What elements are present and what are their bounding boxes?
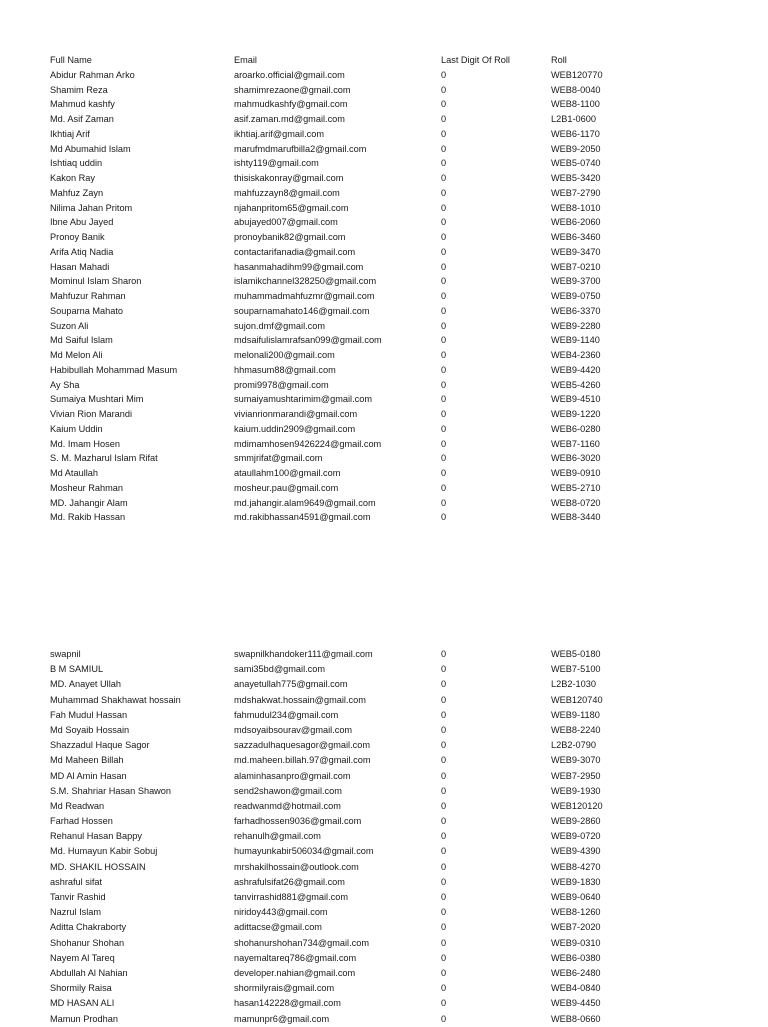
- cell-full-name: MD. SHAKIL HOSSAIN: [50, 861, 146, 872]
- cell-last-digit: 0: [441, 128, 447, 139]
- table-row: [0, 662, 768, 677]
- cell-email: abujayed007@gmail.com: [234, 217, 338, 228]
- table-row: [0, 112, 768, 127]
- cell-last-digit: 0: [441, 468, 447, 478]
- cell-roll: WEB9-1930: [551, 785, 601, 796]
- cell-roll: WEB6-2060: [551, 217, 601, 228]
- cell-roll: WEB6-0280: [551, 423, 601, 434]
- table-row: [0, 966, 768, 981]
- cell-roll: WEB9-2860: [551, 816, 601, 827]
- cell-last-digit: 0: [441, 861, 447, 872]
- cell-email: pronoybanik82@gmail.com: [234, 232, 346, 242]
- cell-full-name: Md Saiful Islam: [50, 335, 113, 346]
- cell-full-name: MD. Jahangir Alam: [50, 497, 128, 508]
- cell-email: mrshakilhossain@outlook.com: [234, 861, 359, 872]
- cell-last-digit: 0: [441, 423, 447, 434]
- cell-roll: WEB9-4450: [551, 998, 601, 1009]
- cell-full-name: Md Readwan: [50, 800, 105, 811]
- cell-full-name: Md. Imam Hosen: [50, 438, 120, 449]
- table-row: [0, 481, 768, 496]
- cell-roll: L2B2-0790: [551, 740, 596, 751]
- cell-email: ishty119@gmail.com: [234, 158, 319, 169]
- table-row: [0, 738, 768, 753]
- table-row: [0, 83, 768, 98]
- cell-last-digit: 0: [441, 202, 447, 213]
- cell-email: mamunpr6@gmail.com: [234, 1013, 330, 1024]
- cell-email: developer.nahian@gmail.com: [234, 967, 356, 978]
- table-body-second: [0, 647, 768, 1027]
- cell-email: anayetullah775@gmail.com: [234, 679, 348, 690]
- cell-last-digit: 0: [441, 305, 447, 316]
- cell-roll: WEB9-0640: [551, 892, 601, 902]
- cell-full-name: MD HASAN ALI: [50, 998, 115, 1009]
- cell-last-digit: 0: [441, 952, 447, 963]
- cell-roll: WEB9-0310: [551, 937, 601, 948]
- cell-last-digit: 0: [441, 709, 447, 720]
- table-row: [0, 920, 768, 935]
- table-header-row: [0, 53, 768, 68]
- cell-last-digit: 0: [441, 922, 447, 933]
- table-block-first: [0, 53, 768, 525]
- cell-email: hasan142228@gmail.com: [234, 998, 341, 1009]
- cell-last-digit: 0: [441, 394, 447, 405]
- table-row: [0, 769, 768, 784]
- cell-full-name: Nayem Al Tareq: [50, 952, 115, 963]
- table-row: [0, 201, 768, 216]
- cell-roll: WEB7-2950: [551, 770, 601, 781]
- cell-roll: WEB9-4510: [551, 394, 601, 405]
- table-row: [0, 378, 768, 393]
- cell-last-digit: 0: [441, 998, 447, 1009]
- cell-email: md.rakibhassan4591@gmail.com: [234, 512, 371, 523]
- cell-email: send2shawon@gmail.com: [234, 785, 342, 796]
- cell-email: fahmudul234@gmail.com: [234, 709, 339, 720]
- cell-full-name: Mominul Islam Sharon: [50, 276, 142, 287]
- cell-last-digit: 0: [441, 876, 447, 887]
- cell-email: smmjrifat@gmail.com: [234, 453, 323, 464]
- table-row: [0, 875, 768, 890]
- cell-last-digit: 0: [441, 114, 447, 124]
- cell-last-digit: 0: [441, 379, 447, 390]
- header-email: Email: [234, 55, 257, 65]
- table-row: [0, 799, 768, 814]
- cell-last-digit: 0: [441, 937, 447, 948]
- cell-email: shohanurshohan734@gmail.com: [234, 937, 369, 948]
- table-row: [0, 407, 768, 422]
- cell-last-digit: 0: [441, 335, 447, 346]
- cell-full-name: Suzon Ali: [50, 320, 89, 331]
- cell-full-name: MD Al Amin Hasan: [50, 770, 127, 781]
- table-row: [0, 677, 768, 692]
- table-row: [0, 245, 768, 260]
- cell-email: rehanulh@gmail.com: [234, 831, 321, 842]
- cell-last-digit: 0: [441, 907, 447, 918]
- cell-full-name: Ishtiaq uddin: [50, 158, 103, 169]
- cell-last-digit: 0: [441, 724, 447, 735]
- cell-last-digit: 0: [441, 438, 447, 449]
- table-row: [0, 230, 768, 245]
- cell-email: promi9978@gmail.com: [234, 379, 329, 390]
- table-row: [0, 451, 768, 466]
- cell-email: alaminhasanpro@gmail.com: [234, 770, 351, 781]
- cell-full-name: Souparna Mahato: [50, 305, 124, 316]
- cell-last-digit: 0: [441, 364, 447, 375]
- cell-roll: WEB8-1100: [551, 99, 600, 110]
- table-row: [0, 981, 768, 996]
- cell-roll: WEB8-0040: [551, 84, 601, 95]
- cell-last-digit: 0: [441, 816, 447, 827]
- cell-full-name: Mahfuz Zayn: [50, 187, 104, 198]
- cell-email: mahfuzzayn8@gmail.com: [234, 187, 340, 198]
- cell-email: mdimamhosen9426224@gmail.com: [234, 438, 382, 449]
- cell-roll: WEB120120: [551, 800, 603, 811]
- cell-email: mdsaifulislamrafsan099@gmail.com: [234, 335, 382, 346]
- cell-last-digit: 0: [441, 831, 447, 842]
- cell-email: contactarifanadia@gmail.com: [234, 246, 356, 257]
- cell-roll: WEB7-5100: [551, 664, 601, 675]
- cell-roll: WEB8-4270: [551, 861, 601, 872]
- cell-last-digit: 0: [441, 143, 447, 154]
- cell-email: vivianrionmarandi@gmail.com: [234, 409, 358, 419]
- cell-roll: WEB9-3470: [551, 246, 601, 257]
- cell-full-name: Md Ataullah: [50, 468, 99, 478]
- table-body-first: [0, 68, 768, 525]
- cell-roll: WEB8-0720: [551, 497, 601, 508]
- cell-roll: WEB9-4390: [551, 846, 601, 857]
- table-row: [0, 814, 768, 829]
- cell-full-name: Rehanul Hasan Bappy: [50, 831, 142, 842]
- cell-email: souparnamahato146@gmail.com: [234, 305, 370, 316]
- cell-full-name: S. M. Mazharul Islam Rifat: [50, 453, 158, 464]
- table-row: [0, 951, 768, 966]
- cell-full-name: Arifa Atiq Nadia: [50, 246, 114, 257]
- cell-last-digit: 0: [441, 453, 447, 464]
- cell-last-digit: 0: [441, 173, 447, 183]
- cell-last-digit: 0: [441, 785, 447, 796]
- table-row: [0, 289, 768, 304]
- cell-roll: L2B1-0600: [551, 114, 596, 124]
- cell-full-name: S.M. Shahriar Hasan Shawon: [50, 785, 172, 796]
- table-row: [0, 496, 768, 511]
- cell-email: ataullahm100@gmail.com: [234, 468, 341, 478]
- cell-full-name: Mahfuzur Rahman: [50, 291, 126, 301]
- cell-last-digit: 0: [441, 512, 447, 523]
- cell-email: readwanmd@hotmail.com: [234, 800, 341, 811]
- cell-roll: WEB9-1180: [551, 709, 600, 720]
- cell-last-digit: 0: [441, 649, 447, 659]
- cell-last-digit: 0: [441, 261, 447, 272]
- cell-last-digit: 0: [441, 84, 447, 95]
- cell-roll: WEB9-2050: [551, 143, 601, 154]
- cell-full-name: Kaium Uddin: [50, 423, 103, 434]
- cell-roll: WEB7-2790: [551, 187, 601, 198]
- cell-full-name: ashraful sifat: [50, 876, 103, 887]
- table-row: [0, 156, 768, 171]
- cell-full-name: Shamim Reza: [50, 84, 108, 95]
- cell-roll: WEB9-3070: [551, 755, 601, 766]
- cell-full-name: Hasan Mahadi: [50, 261, 110, 272]
- cell-full-name: Sumaiya Mushtari Mim: [50, 394, 144, 405]
- table-row: [0, 186, 768, 201]
- cell-full-name: Md Abumahid Islam: [50, 143, 131, 154]
- header-roll: Roll: [551, 55, 567, 65]
- table-row: [0, 437, 768, 452]
- cell-roll: WEB4-0840: [551, 983, 601, 994]
- table-row: [0, 127, 768, 142]
- cell-roll: WEB8-1260: [551, 907, 601, 918]
- cell-email: adittacse@gmail.com: [234, 922, 322, 933]
- header-full-name: Full Name: [50, 55, 92, 65]
- cell-full-name: Mosheur Rahman: [50, 482, 124, 493]
- cell-last-digit: 0: [441, 99, 447, 110]
- table-row: [0, 510, 768, 525]
- cell-roll: WEB9-0910: [551, 468, 601, 478]
- cell-roll: WEB8-3440: [551, 512, 601, 523]
- cell-roll: WEB6-3020: [551, 453, 601, 464]
- cell-roll: WEB120770: [551, 69, 603, 80]
- cell-email: ashrafulsifat26@gmail.com: [234, 876, 345, 887]
- table-row: [0, 260, 768, 275]
- cell-full-name: Abidur Rahman Arko: [50, 69, 135, 80]
- cell-last-digit: 0: [441, 350, 447, 360]
- table-row: [0, 890, 768, 905]
- cell-last-digit: 0: [441, 482, 447, 493]
- cell-email: melonali200@gmail.com: [234, 350, 335, 360]
- table-row: [0, 860, 768, 875]
- cell-email: thisiskakonray@gmail.com: [234, 173, 344, 183]
- cell-full-name: Md. Humayun Kabir Sobuj: [50, 846, 158, 857]
- cell-email: md.maheen.billah.97@gmail.com: [234, 755, 371, 766]
- cell-email: nayemaltareq786@gmail.com: [234, 952, 357, 963]
- table-row: [0, 693, 768, 708]
- cell-last-digit: 0: [441, 664, 447, 675]
- cell-full-name: MD. Anayet Ullah: [50, 679, 121, 690]
- cell-full-name: Fah Mudul Hassan: [50, 709, 128, 720]
- cell-email: swapnilkhandoker111@gmail.com: [234, 649, 373, 659]
- cell-last-digit: 0: [441, 1013, 447, 1024]
- cell-email: mdsoyaibsourav@gmail.com: [234, 724, 353, 735]
- cell-email: mdshakwat.hossain@gmail.com: [234, 694, 366, 705]
- table-row: [0, 319, 768, 334]
- table-row: [0, 647, 768, 662]
- table-row: [0, 422, 768, 437]
- cell-roll: WEB7-0210: [551, 261, 601, 272]
- cell-roll: WEB8-0660: [551, 1013, 601, 1024]
- table-row: [0, 392, 768, 407]
- cell-roll: WEB6-2480: [551, 967, 601, 978]
- cell-roll: WEB5-0740: [551, 158, 601, 169]
- cell-roll: WEB8-1010: [551, 202, 601, 213]
- cell-full-name: Md. Rakib Hassan: [50, 512, 126, 523]
- cell-roll: WEB9-1140: [551, 335, 600, 346]
- cell-email: hhmasum88@gmail.com: [234, 364, 336, 375]
- cell-roll: WEB9-0750: [551, 291, 601, 301]
- cell-full-name: Abdullah Al Nahian: [50, 967, 128, 978]
- cell-roll: WEB9-4420: [551, 364, 601, 375]
- cell-roll: WEB7-2020: [551, 922, 601, 933]
- table-row: [0, 142, 768, 157]
- cell-full-name: Shormily Raisa: [50, 983, 112, 994]
- cell-roll: WEB7-1160: [551, 438, 600, 449]
- cell-full-name: Md Melon Ali: [50, 350, 103, 360]
- cell-email: humayunkabir506034@gmail.com: [234, 846, 374, 857]
- cell-email: shamimrezaone@gmail.com: [234, 84, 351, 95]
- cell-full-name: B M SAMIUL: [50, 664, 104, 675]
- cell-roll: L2B2-1030: [551, 679, 596, 690]
- cell-last-digit: 0: [441, 291, 447, 301]
- cell-email: kaium.uddin2909@gmail.com: [234, 423, 356, 434]
- cell-full-name: Ikhtiaj Arif: [50, 128, 90, 139]
- cell-last-digit: 0: [441, 69, 447, 80]
- cell-email: sami35bd@gmail.com: [234, 664, 326, 675]
- cell-full-name: Aditta Chakraborty: [50, 922, 127, 933]
- cell-email: sumaiyamushtarimim@gmail.com: [234, 394, 372, 405]
- table-row: [0, 466, 768, 481]
- table-row: [0, 829, 768, 844]
- table-row: [0, 708, 768, 723]
- table-row: [0, 723, 768, 738]
- table-row: [0, 363, 768, 378]
- cell-roll: WEB5-4260: [551, 379, 601, 390]
- cell-full-name: Kakon Ray: [50, 173, 95, 183]
- cell-roll: WEB5-2710: [551, 482, 601, 493]
- table-row: [0, 304, 768, 319]
- cell-email: tanvirrashid881@gmail.com: [234, 892, 349, 902]
- cell-last-digit: 0: [441, 246, 447, 257]
- cell-last-digit: 0: [441, 187, 447, 198]
- cell-full-name: Farhad Hossen: [50, 816, 113, 827]
- cell-last-digit: 0: [441, 158, 447, 169]
- cell-roll: WEB120740: [551, 694, 603, 705]
- cell-full-name: Shohanur Shohan: [50, 937, 125, 948]
- cell-full-name: Mahmud kashfy: [50, 99, 115, 110]
- cell-last-digit: 0: [441, 967, 447, 978]
- table-row: [0, 936, 768, 951]
- cell-roll: WEB6-0380: [551, 952, 601, 963]
- cell-last-digit: 0: [441, 694, 447, 705]
- cell-email: islamikchannel328250@gmail.com: [234, 276, 377, 287]
- cell-roll: WEB9-1220: [551, 409, 601, 419]
- table-row: [0, 68, 768, 83]
- cell-email: md.jahangir.alam9649@gmail.com: [234, 497, 376, 508]
- cell-last-digit: 0: [441, 983, 447, 994]
- cell-email: muhammadmahfuzmr@gmail.com: [234, 291, 375, 301]
- cell-roll: WEB9-2280: [551, 320, 601, 331]
- cell-roll: WEB9-0720: [551, 831, 601, 842]
- cell-email: shormilyrais@gmail.com: [234, 983, 335, 994]
- cell-last-digit: 0: [441, 740, 447, 751]
- cell-full-name: Ay Sha: [50, 379, 80, 390]
- cell-email: farhadhossen9036@gmail.com: [234, 816, 362, 827]
- cell-roll: WEB5-3420: [551, 173, 601, 183]
- cell-full-name: swapnil: [50, 649, 81, 659]
- table-row: [0, 171, 768, 186]
- cell-last-digit: 0: [441, 276, 447, 287]
- cell-last-digit: 0: [441, 217, 447, 228]
- table-row: [0, 753, 768, 768]
- cell-full-name: Mamun Prodhan: [50, 1013, 118, 1024]
- cell-email: asif.zaman.md@gmail.com: [234, 114, 345, 124]
- cell-full-name: Pronoy Banik: [50, 232, 105, 242]
- cell-last-digit: 0: [441, 892, 447, 902]
- cell-email: sujon.dmf@gmail.com: [234, 320, 326, 331]
- cell-email: sazzadulhaquesagor@gmail.com: [234, 740, 370, 751]
- table-row: [0, 996, 768, 1011]
- cell-full-name: Nazrul Islam: [50, 907, 102, 918]
- table-row: [0, 1012, 768, 1027]
- cell-last-digit: 0: [441, 800, 447, 811]
- cell-last-digit: 0: [441, 755, 447, 766]
- cell-full-name: Ibne Abu Jayed: [50, 217, 114, 228]
- cell-email: aroarko.official@gmail.com: [234, 69, 345, 80]
- cell-email: niridoy443@gmail.com: [234, 907, 328, 918]
- cell-last-digit: 0: [441, 320, 447, 331]
- cell-full-name: Md Maheen Billah: [50, 755, 124, 766]
- table-row: [0, 333, 768, 348]
- cell-roll: WEB5-0180: [551, 649, 601, 659]
- table-row: [0, 844, 768, 859]
- cell-email: njahanpritom65@gmail.com: [234, 202, 349, 213]
- cell-last-digit: 0: [441, 409, 447, 419]
- cell-full-name: Nilima Jahan Pritom: [50, 202, 133, 213]
- cell-email: ikhtiaj.arif@gmail.com: [234, 128, 324, 139]
- header-last-digit: Last Digit Of Roll: [441, 55, 510, 65]
- cell-last-digit: 0: [441, 679, 447, 690]
- cell-email: marufmdmarufbilla2@gmail.com: [234, 143, 367, 154]
- cell-roll: WEB9-1830: [551, 876, 601, 887]
- cell-roll: WEB8-2240: [551, 724, 601, 735]
- table-row: [0, 348, 768, 363]
- cell-last-digit: 0: [441, 846, 447, 857]
- cell-roll: WEB4-2360: [551, 350, 601, 360]
- cell-roll: WEB6-1170: [551, 128, 600, 139]
- cell-last-digit: 0: [441, 497, 447, 508]
- table-block-second: [0, 647, 768, 1027]
- cell-last-digit: 0: [441, 232, 447, 242]
- cell-full-name: Shazzadul Haque Sagor: [50, 740, 150, 751]
- cell-roll: WEB6-3460: [551, 232, 601, 242]
- table-row: [0, 905, 768, 920]
- cell-last-digit: 0: [441, 770, 447, 781]
- cell-email: mahmudkashfy@gmail.com: [234, 99, 348, 110]
- table-row: [0, 274, 768, 289]
- cell-roll: WEB9-3700: [551, 276, 601, 287]
- table-row: [0, 784, 768, 799]
- cell-full-name: Habibullah Mohammad Masum: [50, 364, 178, 375]
- table-row: [0, 215, 768, 230]
- cell-full-name: Md Soyaib Hossain: [50, 724, 130, 735]
- table-row: [0, 97, 768, 112]
- cell-roll: WEB6-3370: [551, 305, 601, 316]
- cell-full-name: Md. Asif Zaman: [50, 114, 114, 124]
- cell-full-name: Muhammad Shakhawat hossain: [50, 694, 181, 705]
- cell-email: mosheur.pau@gmail.com: [234, 482, 339, 493]
- cell-full-name: Tanvir Rashid: [50, 892, 106, 902]
- cell-full-name: Vivian Rion Marandi: [50, 409, 133, 419]
- cell-email: hasanmahadihm99@gmail.com: [234, 261, 364, 272]
